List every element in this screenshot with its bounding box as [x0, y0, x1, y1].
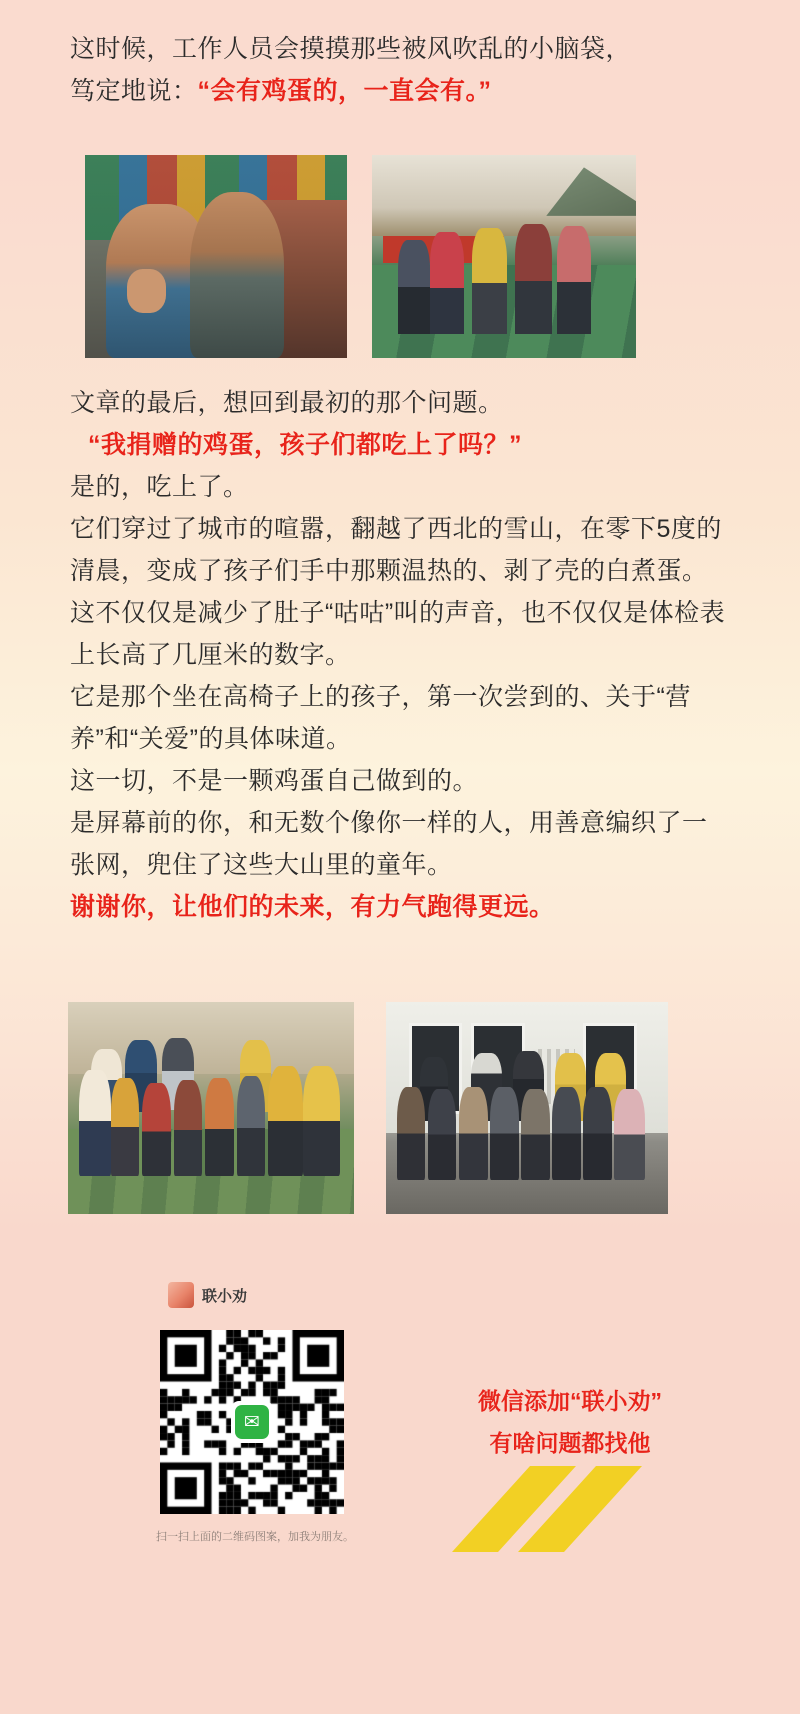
- body-paragraph-6: 它是那个坐在高椅子上的孩子，第一次尝到的、关于“营养”和“关爱”的具体味道。: [70, 683, 691, 753]
- body-text-block: [70, 382, 730, 928]
- qr-code[interactable]: [160, 1330, 344, 1514]
- photo-child-2: [430, 232, 464, 334]
- photo-person-1: [79, 1070, 110, 1176]
- photo-child-1: [398, 240, 430, 333]
- body-paragraph-3: 是的，吃上了。: [70, 473, 249, 501]
- body-paragraph-8: 是屏幕前的你，和无数个像你一样的人，用善意编织了一张网，兜住了这些大山里的童年。: [70, 809, 708, 879]
- contact-section: [0, 1260, 800, 1714]
- intro-line-2-prefix: 笃定地说：: [70, 77, 198, 105]
- photo-boy-right: [190, 192, 284, 358]
- photo-indoor-child-8: [614, 1089, 645, 1180]
- photo-person-4: [174, 1080, 203, 1175]
- photo-indoor-child-5: [521, 1089, 549, 1180]
- photo-person-3: [142, 1083, 171, 1176]
- wechat-icon: ✉: [235, 1405, 269, 1439]
- body-thanks-highlight: 谢谢你，让他们的未来，有力气跑得更远。: [70, 893, 555, 921]
- photo-person-6: [237, 1076, 266, 1176]
- intro-quote: “会有鸡蛋的，一直会有。”: [197, 77, 492, 105]
- body-paragraph-7: 这一切，不是一颗鸡蛋自己做到的。: [70, 767, 479, 795]
- cta-text: [400, 1380, 740, 1464]
- photo-group-outdoor: [68, 1002, 354, 1214]
- body-paragraph-4: 它们穿过了城市的喧嚣，翻越了西北的雪山，在零下5度的清晨，变成了孩子们手中那颗温热的、剥了壳的白煮蛋。: [70, 515, 722, 585]
- photo-two-boys: [85, 155, 347, 358]
- qr-center-logo: [231, 1401, 273, 1443]
- avatar: [168, 1282, 194, 1308]
- photo-indoor-child-2: [428, 1089, 456, 1180]
- wechat-account-name: 联小劝: [202, 1287, 248, 1305]
- qr-caption: 扫一扫上面的二维码图案，加我为朋友。: [156, 1531, 354, 1543]
- intro-line-1: 这时候，工作人员会摸摸那些被风吹乱的小脑袋，: [70, 35, 632, 63]
- photo-person-7: [268, 1066, 302, 1176]
- cta-line-2: 有啥问题都找他: [489, 1430, 651, 1456]
- photo-indoor-child-1: [397, 1087, 425, 1180]
- photo-peace-hand: [127, 269, 166, 314]
- body-paragraph-1: 文章的最后，想回到最初的那个问题。: [70, 389, 504, 417]
- arrow-icon: [452, 1466, 652, 1556]
- wechat-account: [168, 1282, 247, 1308]
- photo-indoor-child-3: [459, 1087, 487, 1180]
- photo-child-4: [515, 224, 552, 334]
- photo-child-5: [557, 226, 591, 334]
- photo-person-2: [111, 1078, 140, 1176]
- photo-person-8: [303, 1066, 340, 1176]
- photo-indoor-child-4: [490, 1087, 518, 1180]
- photo-children-circle: [372, 155, 636, 358]
- intro-text-block: [70, 28, 730, 112]
- photo-person-5: [205, 1078, 234, 1176]
- intro-line-2: [70, 70, 730, 112]
- body-question-quote: “我捐赠的鸡蛋，孩子们都吃上了吗？”: [88, 431, 523, 459]
- photo-indoor-child-6: [552, 1087, 580, 1180]
- body-paragraph-5: 这不仅仅是减少了肚子“咕咕”叫的声音，也不仅仅是体检表上长高了几厘米的数字。: [70, 599, 726, 669]
- photo-group-indoor: [386, 1002, 668, 1214]
- photo-child-3: [472, 228, 506, 334]
- cta-line-1: 微信添加“联小劝”: [478, 1388, 662, 1414]
- photo-indoor-child-7: [583, 1087, 611, 1180]
